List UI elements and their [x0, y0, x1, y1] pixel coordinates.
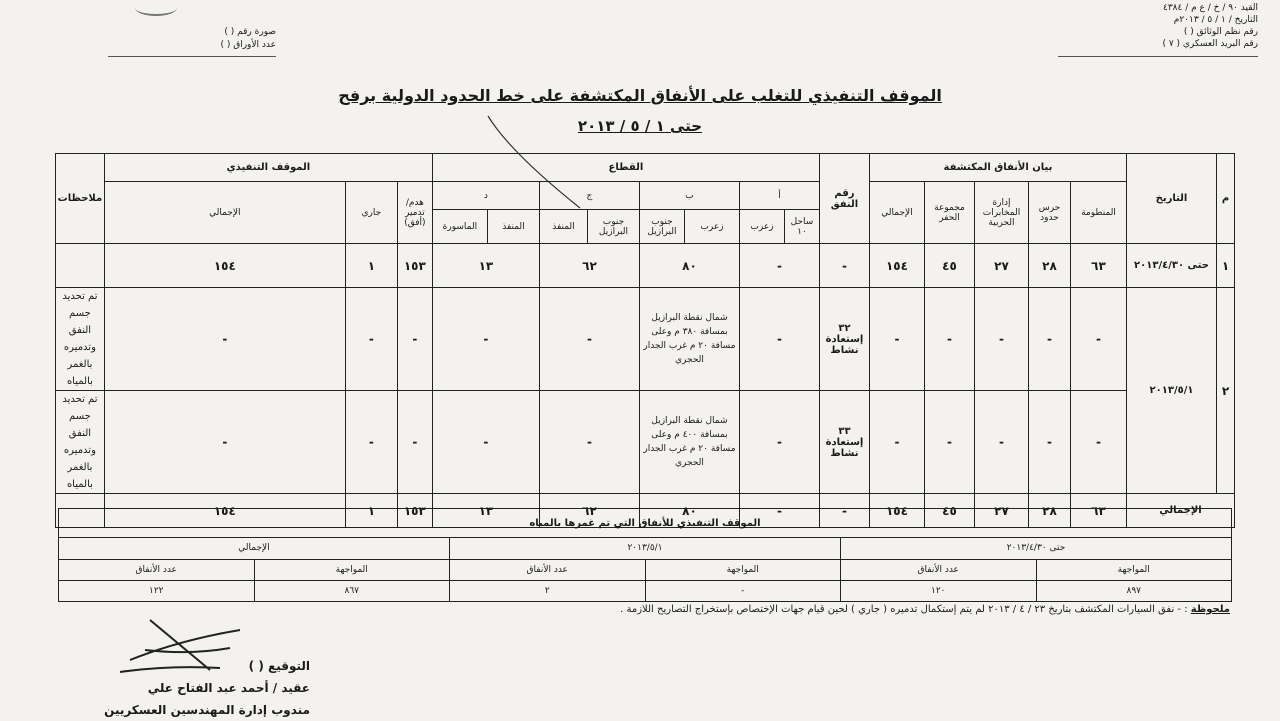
th-sector-b: ب [639, 182, 739, 210]
header-left [108, 26, 276, 57]
cell-sector-c: ٦٢ [539, 244, 639, 288]
cell-destroyed: ١٥٣ [397, 244, 432, 288]
cell-sector-d: ١٣ [432, 494, 539, 528]
th-b2: جنوب البرازيل [639, 210, 684, 244]
th-c2: المنفذ [539, 210, 587, 244]
th-area: المنطومة [1071, 182, 1127, 244]
summary-count-value: ١٢٢ [59, 580, 255, 601]
summary-face-header: المواجهة [1036, 559, 1232, 580]
summary-col-2: ٢٠١٣/٥/١ [450, 538, 841, 559]
cell-sector-d: ١٣ [432, 244, 539, 288]
table-row [56, 288, 1235, 391]
th-d1: المنفذ [487, 210, 539, 244]
cell-destroyed: ١٥٣ [397, 494, 432, 528]
cell-sector-a: - [739, 494, 819, 528]
table-row [56, 244, 1235, 288]
th-tunnel-no: رقم النفق [819, 154, 869, 244]
cell-total: ١٥٤ [869, 244, 924, 288]
cell-exec-total: - [104, 391, 345, 494]
th-a2: زعرب [739, 210, 784, 244]
seal-emblem [135, 0, 177, 16]
th-exec-total: الإجمالي [104, 182, 345, 244]
header-left-line2: عدد الأوراق ( ) [220, 40, 276, 50]
cell-date: حتى ٢٠١٣/٤/٣٠ [1127, 244, 1217, 288]
cell-tunnel: ٣٣ إستعادة نشاط [819, 391, 869, 494]
th-destroyed: هدم/تدمير (أفق) [397, 182, 432, 244]
cell-border: ٢٨ [1029, 494, 1071, 528]
th-date: التاريخ [1127, 154, 1217, 244]
header-left-rule [108, 56, 276, 57]
summary-count-header: عدد الأنفاق [841, 559, 1037, 580]
summary-face-header: المواجهة [254, 559, 450, 580]
cell-intel: - [975, 288, 1029, 391]
cell-sector-a: - [739, 288, 819, 391]
cell-notes [56, 244, 105, 288]
th-tunnels: بيان الأنفاق المكتشفة [869, 154, 1126, 182]
th-sector-c: ج [539, 182, 639, 210]
footnote [410, 604, 1230, 615]
summary-table [58, 508, 1232, 602]
cell-ongoing: - [345, 391, 397, 494]
cell-sector-c: - [539, 288, 639, 391]
th-dig: مجموعة الحفر [925, 182, 975, 244]
cell-intel: ٢٧ [975, 494, 1029, 528]
th-sector-a: أ [739, 182, 819, 210]
cell-totals-label: الإجمالي [1127, 494, 1235, 528]
cell-border: ٢٨ [1029, 244, 1071, 288]
cell-m: ٢ [1217, 288, 1235, 494]
cell-sector-b-location: شمال نقطة البرازيل بمسافة ٣٨٠ م وعلى مسافة ٢٠ م غرب الجدار الحجري [639, 288, 739, 391]
cell-m: ١ [1217, 244, 1235, 288]
cell-border: - [1029, 288, 1071, 391]
th-ongoing: جاري [345, 182, 397, 244]
th-notes: ملاحظات [56, 154, 105, 244]
cell-border: - [1029, 391, 1071, 494]
footnote-label: ملحوظة [1190, 604, 1230, 615]
footnote-text: : - نفق السيارات المكتشف بتاريخ ٢٣ / ٤ / ٢٠١٣ لم يتم إستكمال تدميره ( جاري ) لحين قيام جهات الإختصاص بإستخراج التصاريح اللازمة . [620, 604, 1188, 615]
summary-face-value: ٨٩٧ [1036, 580, 1232, 601]
cell-ongoing: - [345, 288, 397, 391]
summary-count-header: عدد الأنفاق [450, 559, 646, 580]
cell-area: ٦٣ [1071, 244, 1127, 288]
signatory-name: عقيد / أحمد عبد الفتاح علي [147, 681, 310, 695]
header-right-rule [1058, 56, 1258, 57]
cell-sector-a: - [739, 244, 819, 288]
cell-notes: تم تحديد جسم النفق وتدميره بالغمر بالمياه [56, 288, 105, 391]
cell-sector-c: ٦٢ [539, 494, 639, 528]
header-right-line1: القيد ٩٠ / خ / ع م / ٤٣٨٤ [1163, 3, 1258, 13]
header-right [1058, 2, 1258, 57]
cell-tunnel: ٣٢ إستعادة نشاط [819, 288, 869, 391]
cell-dig: - [925, 391, 975, 494]
header-left-line1: صورة رقم ( ) [224, 27, 276, 37]
cell-area: - [1071, 288, 1127, 391]
summary-col-1: حتى ٢٠١٣/٤/٣٠ [841, 538, 1232, 559]
signatory-title: مندوب إدارة المهندسين العسكريين [104, 703, 310, 717]
cell-sector-c: - [539, 391, 639, 494]
th-m: م [1217, 154, 1235, 244]
cell-total: ١٥٤ [869, 494, 924, 528]
th-total: الإجمالي [869, 182, 924, 244]
cell-area: ٦٣ [1071, 494, 1127, 528]
summary-col-3: الإجمالي [59, 538, 450, 559]
summary-face-value: - [645, 580, 841, 601]
summary-count-value: ١٢٠ [841, 580, 1037, 601]
cell-sector-b: ٨٠ [639, 244, 739, 288]
th-exec: الموقف التنفيذي [104, 154, 432, 182]
cell-area: - [1071, 391, 1127, 494]
header-right-line3: رقم نظم الوثائق ( ) [1183, 27, 1258, 37]
cell-sector-b: ٨٠ [639, 494, 739, 528]
cell-destroyed: - [397, 391, 432, 494]
th-d2: الماسورة [432, 210, 487, 244]
summary-face-value: ٨٦٧ [254, 580, 450, 601]
document-subtitle: حتى ١ / ٥ / ٢٠١٣ [577, 117, 703, 135]
signature-line: التوقيع ( ) [248, 659, 310, 673]
cell-notes: تم تحديد جسم النفق وتدميره بالغمر بالمياه [56, 391, 105, 494]
cell-intel: - [975, 391, 1029, 494]
th-border: حرس حدود [1029, 182, 1071, 244]
cell-exec-total: ١٥٤ [104, 244, 345, 288]
cell-dig: ٤٥ [925, 494, 975, 528]
summary-title: الموقف التنفيذي للأنفاق التي تم غمرها بالمياه [59, 509, 1232, 538]
cell-sector-d: - [432, 391, 539, 494]
cell-sector-b-location: شمال نقطة البرازيل بمسافة ٤٠٠ م وعلى مسافة ٢٠ م غرب الجدار الحجري [639, 391, 739, 494]
document-title: الموقف التنفيذي للتغلب على الأنفاق المكتشفة على خط الحدود الدولية برفح [338, 86, 942, 105]
cell-ongoing: ١ [345, 244, 397, 288]
th-b1: زعرب [684, 210, 739, 244]
cell-dig: ٤٥ [925, 244, 975, 288]
summary-count-value: ٢ [450, 580, 646, 601]
th-sector: القطاع [432, 154, 819, 182]
cell-exec-total: ١٥٤ [104, 494, 345, 528]
cell-tunnel: - [819, 494, 869, 528]
pen-mark [480, 112, 590, 212]
cell-tunnel: - [819, 244, 869, 288]
cell-sector-a: - [739, 391, 819, 494]
table-row [56, 391, 1235, 494]
cell-intel: ٢٧ [975, 244, 1029, 288]
cell-ongoing: ١ [345, 494, 397, 528]
cell-date: ٢٠١٣/٥/١ [1127, 288, 1217, 494]
cell-destroyed: - [397, 288, 432, 391]
th-c1: جنوب البرازيل [587, 210, 639, 244]
signature-block [60, 655, 310, 721]
tunnels-table [55, 153, 1235, 528]
cell-dig: - [925, 288, 975, 391]
cell-sector-d: - [432, 288, 539, 391]
th-a1: ساحل ١٠ [784, 210, 819, 244]
cell-total: - [869, 391, 924, 494]
th-sector-d: د [432, 182, 539, 210]
summary-count-header: عدد الأنفاق [59, 559, 255, 580]
header-right-line2: التاريخ / ١ / ٥ / ٢٠١٣م [1173, 15, 1258, 25]
th-intel: إدارة المخابرات الحربية [975, 182, 1029, 244]
cell-total: - [869, 288, 924, 391]
cell-exec-total: - [104, 288, 345, 391]
header-right-line4: رقم البريد العسكري ( ٧ ) [1162, 39, 1258, 49]
summary-face-header: المواجهة [645, 559, 841, 580]
